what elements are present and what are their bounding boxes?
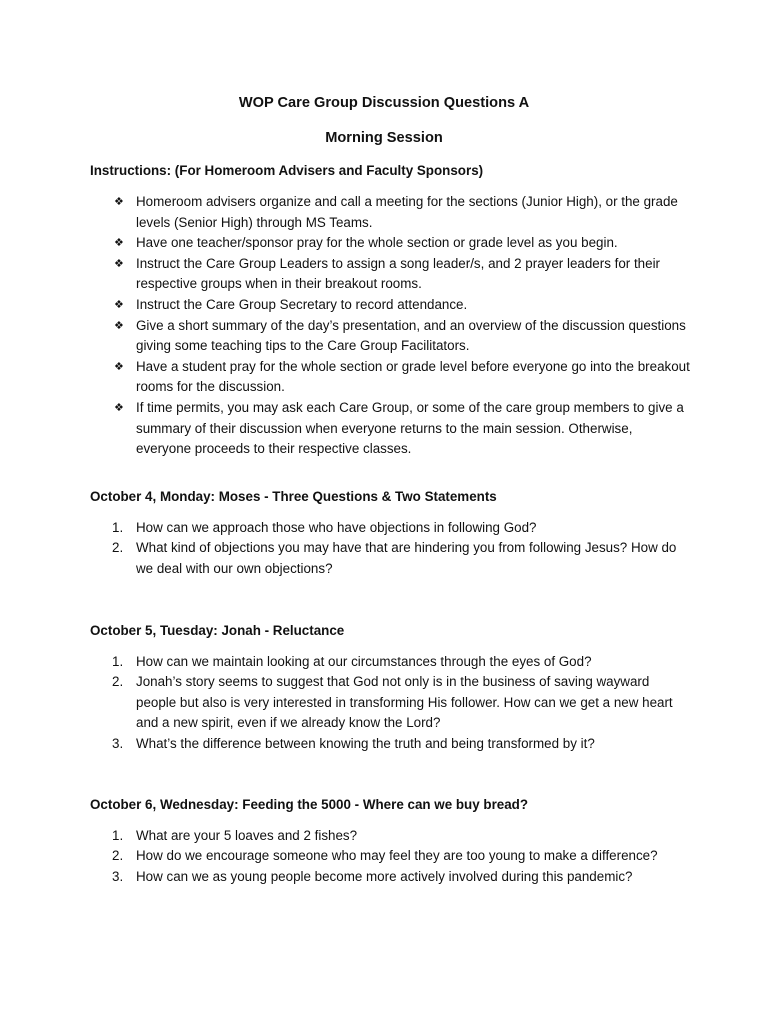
question-item bbox=[90, 652, 690, 673]
question-text: How can we approach those who have objections in following God? bbox=[136, 519, 537, 535]
instructions-list bbox=[90, 192, 690, 460]
question-number: 1. bbox=[112, 519, 124, 535]
section-october-6 bbox=[90, 795, 690, 887]
section-october-5 bbox=[90, 621, 690, 755]
question-item bbox=[90, 538, 690, 579]
instruction-text: If time permits, you may ask each Care Group, or some of the care group members to give a summary of their discussion when everyone returns to the main session. Otherwise, everyone proceeds to their respective classes. bbox=[136, 399, 684, 457]
instruction-text: Have one teacher/sponsor pray for the whole section or grade level as you begin. bbox=[136, 235, 618, 251]
question-text: How do we encourage someone who may feel they are too young to make a difference? bbox=[136, 848, 658, 864]
diamond-bullet-icon: ❖ bbox=[114, 298, 124, 311]
instruction-item bbox=[90, 295, 690, 316]
question-list bbox=[90, 826, 690, 888]
question-item bbox=[90, 734, 690, 755]
instruction-item bbox=[90, 233, 690, 254]
question-list bbox=[90, 652, 690, 755]
question-number: 1. bbox=[112, 827, 124, 843]
question-number: 1. bbox=[112, 653, 124, 669]
instruction-item bbox=[90, 357, 690, 398]
instruction-item bbox=[90, 316, 690, 357]
instruction-text: Instruct the Care Group Secretary to record attendance. bbox=[136, 296, 468, 312]
instruction-item bbox=[90, 192, 690, 233]
question-text: What are your 5 loaves and 2 fishes? bbox=[136, 827, 358, 843]
question-list bbox=[90, 518, 690, 580]
question-text: How can we as young people become more actively involved during this pandemic? bbox=[136, 868, 633, 884]
question-number: 2. bbox=[112, 540, 124, 556]
section-heading: October 4, Monday: Moses - Three Questions & Two Statements bbox=[90, 489, 497, 504]
section-heading: October 5, Tuesday: Jonah - Reluctance bbox=[90, 623, 345, 638]
question-text: What’s the difference between knowing the truth and being transformed by it? bbox=[136, 735, 595, 751]
question-item bbox=[90, 518, 690, 539]
question-text: How can we maintain looking at our circumstances through the eyes of God? bbox=[136, 653, 592, 669]
instruction-text: Instruct the Care Group Leaders to assign a song leader/s, and 2 prayer leaders for their respective groups when in their breakout rooms. bbox=[136, 255, 661, 292]
question-number: 3. bbox=[112, 868, 124, 884]
question-item bbox=[90, 846, 690, 867]
instruction-item bbox=[90, 398, 690, 460]
question-number: 3. bbox=[112, 735, 124, 751]
instructions-heading: Instructions: (For Homeroom Advisers and Faculty Sponsors) bbox=[90, 163, 484, 178]
instruction-text: Have a student pray for the whole section or grade level before everyone go into the breakout rooms for the discussion. bbox=[136, 358, 690, 395]
section-heading: October 6, Wednesday: Feeding the 5000 - Where can we buy bread? bbox=[90, 797, 529, 812]
instruction-text: Give a short summary of the day’s presentation, and an overview of the discussion questions giving some teaching tips to the Care Group Facilitators. bbox=[136, 317, 686, 354]
section-october-4 bbox=[90, 487, 690, 579]
instruction-text: Homeroom advisers organize and call a meeting for the sections (Junior High), or the grade levels (Senior High) through MS Teams. bbox=[136, 194, 678, 230]
diamond-bullet-icon: ❖ bbox=[114, 360, 124, 373]
diamond-bullet-icon: ❖ bbox=[114, 401, 124, 414]
diamond-bullet-icon: ❖ bbox=[114, 257, 124, 270]
question-number: 2. bbox=[112, 674, 124, 690]
question-text: What kind of objections you may have that are hindering you from following Jesus? How do we deal with our own objections? bbox=[136, 540, 677, 576]
question-item bbox=[90, 867, 690, 888]
question-item bbox=[90, 672, 690, 734]
question-number: 2. bbox=[112, 848, 124, 864]
diamond-bullet-icon: ❖ bbox=[114, 237, 124, 250]
diamond-bullet-icon: ❖ bbox=[114, 319, 124, 332]
question-item bbox=[90, 826, 690, 847]
document-title: WOP Care Group Discussion Questions A bbox=[238, 95, 530, 111]
question-text: Jonah’s story seems to suggest that God not only is in the business of saving wayward people but also is very interested in transforming His follower. How can we get a new heart and a new spirit, even if we already know the Lord? bbox=[136, 674, 673, 731]
diamond-bullet-icon: ❖ bbox=[114, 196, 124, 208]
document-subtitle: Morning Session bbox=[325, 130, 443, 146]
instruction-item bbox=[90, 254, 690, 295]
